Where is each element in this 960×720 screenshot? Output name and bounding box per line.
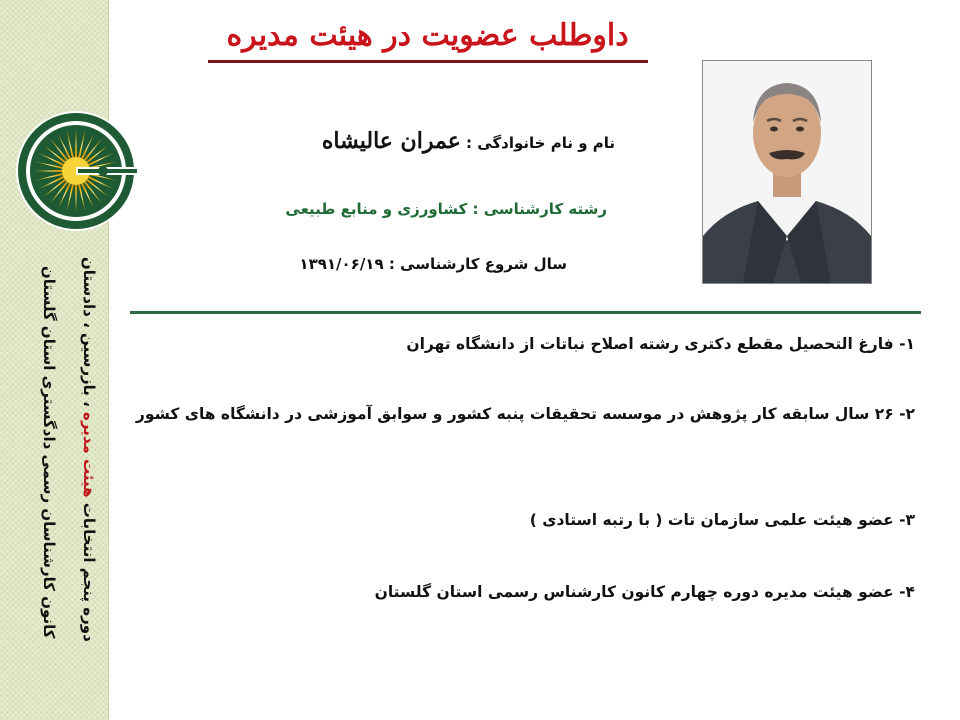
list-item: ۳- عضو هیئت علمی سازمان تات ( با رتبه استادی ) xyxy=(529,511,915,529)
candidate-name: عمران عالیشاه xyxy=(321,128,461,154)
sidebar-line-election: دوره پنجم انتخابات هیئت مدیره ، بازرسین ، دادستان xyxy=(80,257,98,642)
sidebar-line-association: کانون کارشناسان رسمی دادگستری استان گلستان xyxy=(40,265,58,639)
sidebar-highlight: هیئت مدیره xyxy=(80,412,98,498)
start-year: سال شروع کارشناسی : ۱۳۹۱/۰۶/۱۹ xyxy=(299,255,567,273)
sunburst-emblem-icon xyxy=(15,110,137,232)
candidate-photo xyxy=(702,60,872,284)
candidate-name-row xyxy=(322,128,615,154)
title-underline xyxy=(208,60,648,63)
page-title: داوطلب عضویت در هیئت مدیره xyxy=(226,18,629,53)
sidebar xyxy=(0,0,109,720)
name-label: نام و نام خانوادگی : xyxy=(460,134,615,152)
sidebar-caption xyxy=(6,257,98,642)
list-item: ۴- عضو هیئت مدیره دوره چهارم کانون کارشناس رسمی استان گلستان xyxy=(374,583,915,601)
section-divider xyxy=(130,311,921,314)
list-item: ۲- ۲۶ سال سابقه کار پژوهش در موسسه تحقیقات پنبه کشور و سوابق آموزشی در دانشگاه های کشور xyxy=(135,405,915,423)
list-item: ۱- فارغ التحصیل مقطع دکتری رشته اصلاح نباتات از دانشگاه تهران xyxy=(406,335,915,353)
expertise-field: رشته کارشناسی : کشاورزی و منابع طبیعی xyxy=(285,200,607,218)
candidate-portrait-icon xyxy=(703,61,871,283)
